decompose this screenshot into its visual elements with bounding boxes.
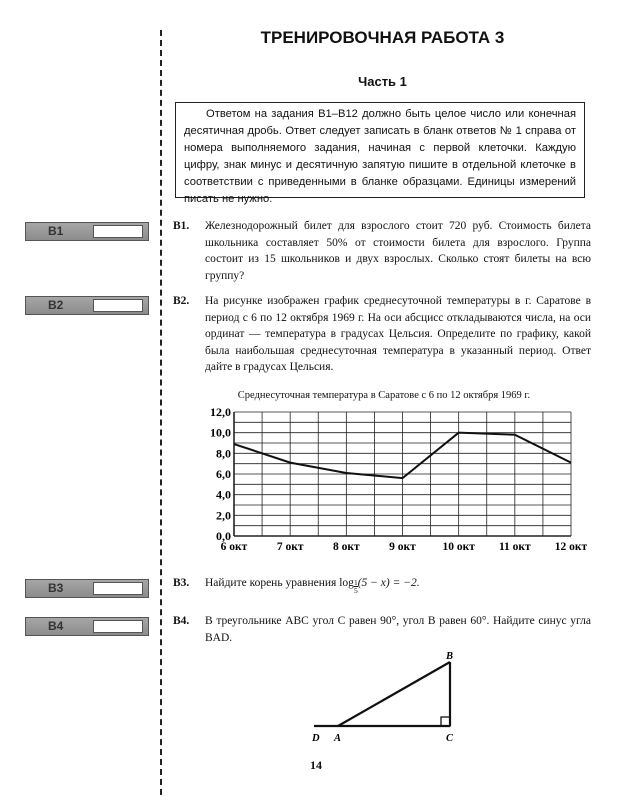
y-tick-label: 12,0 <box>210 405 231 419</box>
answer-box-b3 <box>25 579 149 598</box>
x-tick-label: 7 окт <box>276 541 304 553</box>
page-title: ТРЕНИРОВОЧНАЯ РАБОТА 3 <box>260 28 505 47</box>
vertex-label-b: B <box>446 651 454 662</box>
side-ab <box>338 662 450 726</box>
task-text-before: Найдите корень уравнения <box>205 577 340 589</box>
task-number: B3. <box>173 577 190 589</box>
answer-box-b2 <box>25 296 149 315</box>
task-text: На рисунке изображен график среднесуточной температуры в г. Саратове в период с 6 по 12 октября 1969 г. На оси абсцисс откладываются числа, на оси ординат — температура в градусах Цельсия. Определите по графику, какой была наибольшая среднесуточная температура в указанный период. Ответ дайте в градусах Цельсия. <box>205 295 591 373</box>
x-tick-label: 12 окт <box>554 541 588 553</box>
task-text <box>205 575 591 594</box>
task-b3 <box>173 575 591 594</box>
vertex-label-c: C <box>446 733 454 744</box>
x-tick-label: 11 окт <box>498 541 531 553</box>
chart-y-ticks <box>210 405 231 543</box>
task-text-after: (5 − x) = −2. <box>357 577 420 589</box>
answer-cell[interactable] <box>93 299 143 312</box>
log-symbol: log <box>339 577 354 589</box>
task-number: B1. <box>173 220 190 232</box>
answer-box-b1 <box>25 222 149 241</box>
instructions-box: Ответом на задания B1–B12 должно быть целое число или конечная десятичная дробь. Ответ следует записать в бланк ответов № 1 справа от номера выполняемого задания, начиная с первой клеточки. Каждую цифру, знак минус и десятичную запятую пишите в отдельной клеточке в соответствии с приведенными в бланке образцами. Единицы измерений писать не нужно. <box>175 102 585 198</box>
answer-cell[interactable] <box>93 582 143 595</box>
right-angle-mark <box>441 717 450 726</box>
vertex-label-a: A <box>334 733 342 744</box>
y-tick-label: 0,0 <box>216 529 231 543</box>
chart-title: Среднесуточная температура в Саратове с 6 по 12 октября 1969 г. <box>237 390 531 401</box>
cut-line <box>160 30 162 795</box>
triangle-figure <box>300 648 480 748</box>
log-base-numerator: 1 <box>353 578 358 587</box>
log-base-denominator: 5 <box>353 586 358 595</box>
task-number: B2. <box>173 295 190 307</box>
y-tick-label: 8,0 <box>216 446 231 461</box>
task-b4 <box>173 613 591 646</box>
y-tick-label: 10,0 <box>210 425 231 440</box>
task-b1 <box>173 218 591 284</box>
y-tick-label: 2,0 <box>216 508 231 523</box>
answer-box-label: B1 <box>48 224 64 238</box>
x-tick-label: 9 окт <box>389 541 416 553</box>
x-tick-label: 10 окт <box>442 541 475 553</box>
task-b2 <box>173 293 591 376</box>
temperature-chart <box>178 400 590 558</box>
part-heading: Часть 1 <box>358 74 407 89</box>
answer-box-b4 <box>25 617 149 636</box>
vertex-label-d: D <box>312 733 320 744</box>
y-tick-label: 4,0 <box>216 487 231 502</box>
x-tick-label: 6 окт <box>220 541 248 553</box>
y-tick-label: 6,0 <box>216 467 231 481</box>
answer-cell[interactable] <box>93 620 143 633</box>
task-number: B4. <box>173 615 190 627</box>
answer-box-label: B4 <box>48 619 64 633</box>
chart-x-ticks <box>221 541 588 553</box>
task-text: В треугольнике ABC угол C равен 90°, угол B равен 60°. Найдите синус угла BAD. <box>205 615 591 644</box>
answer-box-label: B2 <box>48 298 64 312</box>
page-number: 14 <box>310 758 322 772</box>
chart-grid <box>234 412 571 536</box>
task-text: Железнодорожный билет для взрослого стоит 720 руб. Стоимость билета школьника составляет 50% от стоимости билета для взрослого. Группа состоит из 15 школьников и двух взрослых. Сколько стоят билеты на всю группу? <box>205 220 591 282</box>
answer-cell[interactable] <box>93 225 143 238</box>
answer-box-label: B3 <box>48 581 64 595</box>
x-tick-label: 8 окт <box>333 541 360 553</box>
